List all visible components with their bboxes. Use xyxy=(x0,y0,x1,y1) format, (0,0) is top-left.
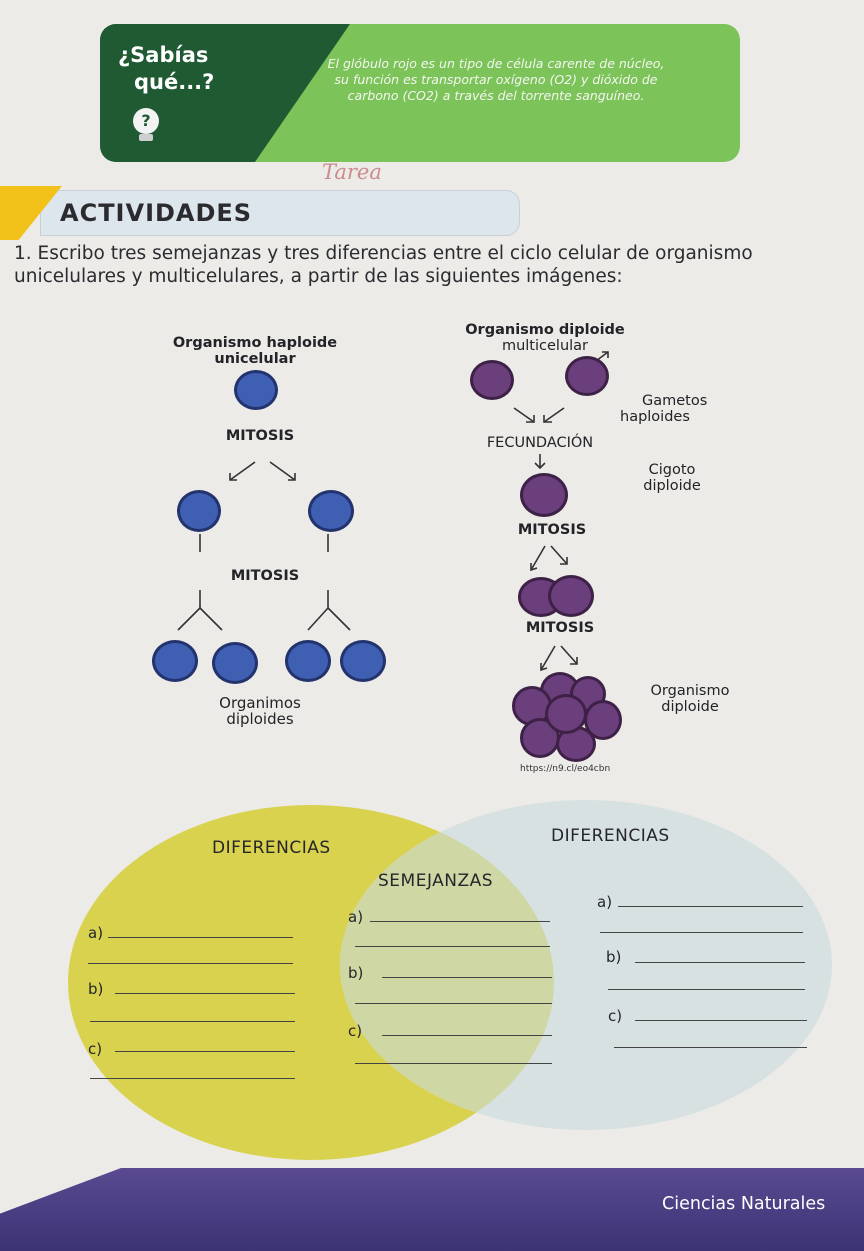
haploid-cell xyxy=(212,642,258,684)
answer-line[interactable] xyxy=(608,989,805,990)
answer-line[interactable] xyxy=(600,932,803,933)
did-you-know-text-line3: carbono (CO2) a través del torrente sanguíneo. xyxy=(347,88,645,103)
answer-line[interactable] xyxy=(90,1078,295,1079)
mitosis-arrows xyxy=(525,540,575,576)
haploid-cell xyxy=(308,490,354,532)
diploid-mitosis-label-1: MITOSIS xyxy=(517,522,587,538)
haploid-title xyxy=(150,335,360,367)
fertilization-label: FECUNDACIÓN xyxy=(486,435,594,451)
haploid-cell xyxy=(152,640,198,682)
did-you-know-text xyxy=(276,56,716,104)
zygote-label-line1: Cigoto xyxy=(648,462,696,478)
did-you-know-title-line2: qué...? xyxy=(134,70,215,94)
haploid-result-label xyxy=(195,695,325,727)
activities-title: ACTIVIDADES xyxy=(60,199,253,227)
diagram-source-url: https://n9.cl/eo4cbn xyxy=(520,764,611,774)
answer-line[interactable] xyxy=(355,1063,552,1064)
haploid-mitosis-label-2: MITOSIS xyxy=(230,568,300,584)
gamete-cell xyxy=(565,356,609,396)
diploid-title-line2: multicelular xyxy=(501,338,589,354)
down-arrow-icon xyxy=(532,452,548,472)
answer-line[interactable] xyxy=(355,946,550,947)
answer-line[interactable] xyxy=(115,1051,295,1052)
dividing-cell xyxy=(548,575,594,617)
answer-line[interactable] xyxy=(382,1035,552,1036)
did-you-know-text-line2: su función es transportar oxígeno (O2) y dióxido de xyxy=(334,72,658,87)
center-item-a: a) xyxy=(348,908,364,926)
center-item-c: c) xyxy=(348,1022,363,1040)
haploid-arrows xyxy=(150,450,400,640)
venn-left-title: DIFERENCIAS xyxy=(212,838,331,858)
haploid-result-line1: Organimos xyxy=(219,694,301,712)
answer-line[interactable] xyxy=(618,906,803,907)
answer-line[interactable] xyxy=(88,963,293,964)
diploid-mitosis-label-2: MITOSIS xyxy=(525,620,595,636)
answer-line[interactable] xyxy=(635,1020,807,1021)
cluster-cell xyxy=(545,694,587,734)
haploid-result-line2: diploides xyxy=(226,710,294,728)
answer-line[interactable] xyxy=(614,1047,807,1048)
zygote-label-line2: diploide xyxy=(643,478,701,494)
haploid-cell xyxy=(285,640,331,682)
question-icon-base xyxy=(139,134,153,141)
diploid-result-label xyxy=(640,683,740,715)
diploid-result-line2: diploide xyxy=(661,699,719,715)
did-you-know-title xyxy=(118,42,214,96)
diploid-title-line1: Organismo diploide xyxy=(465,322,625,338)
left-item-c: c) xyxy=(88,1040,103,1058)
question-icon: ? xyxy=(133,108,159,134)
diploid-result-line1: Organismo xyxy=(650,683,730,699)
instruction-line2: unicelulares y multicelulares, a partir de las siguientes imágenes: xyxy=(14,266,623,287)
handwritten-note: Tarea xyxy=(322,160,382,184)
haploid-cell xyxy=(234,370,278,410)
right-item-c: c) xyxy=(608,1007,623,1025)
right-item-a: a) xyxy=(597,893,613,911)
answer-line[interactable] xyxy=(370,921,550,922)
haploid-cell xyxy=(177,490,221,532)
answer-line[interactable] xyxy=(90,1021,295,1022)
zygote-cell xyxy=(520,473,568,517)
zygote-label xyxy=(632,462,712,494)
footer-subject: Ciencias Naturales xyxy=(662,1194,826,1214)
gametes-label-line2: haploides xyxy=(620,409,690,425)
fertilization-arrows xyxy=(510,400,570,430)
right-item-b: b) xyxy=(606,948,622,966)
haploid-cell xyxy=(340,640,386,682)
answer-line[interactable] xyxy=(382,977,552,978)
answer-line[interactable] xyxy=(115,993,295,994)
mitosis-arrows xyxy=(535,640,585,676)
venn-right-title: DIFERENCIAS xyxy=(551,826,670,846)
answer-line[interactable] xyxy=(635,962,805,963)
activity-instruction xyxy=(14,242,854,288)
did-you-know-title-line1: ¿Sabías xyxy=(118,43,209,67)
answer-line[interactable] xyxy=(355,1003,552,1004)
gametes-label xyxy=(620,393,720,425)
haploid-mitosis-label-1: MITOSIS xyxy=(225,428,295,444)
answer-line[interactable] xyxy=(108,937,293,938)
haploid-title-line2: unicelular xyxy=(214,351,296,367)
haploid-title-line1: Organismo haploide xyxy=(172,335,338,351)
gametes-label-line1: Gametos xyxy=(642,393,708,409)
left-item-b: b) xyxy=(88,980,104,998)
center-item-b: b) xyxy=(348,964,364,982)
left-item-a: a) xyxy=(88,924,104,942)
instruction-line1: 1. Escribo tres semejanzas y tres diferencias entre el ciclo celular de organismo xyxy=(14,243,753,264)
did-you-know-text-line1: El glóbulo rojo es un tipo de célula carente de núcleo, xyxy=(327,56,665,71)
gamete-cell xyxy=(470,360,514,400)
venn-center-title: SEMEJANZAS xyxy=(378,871,494,891)
